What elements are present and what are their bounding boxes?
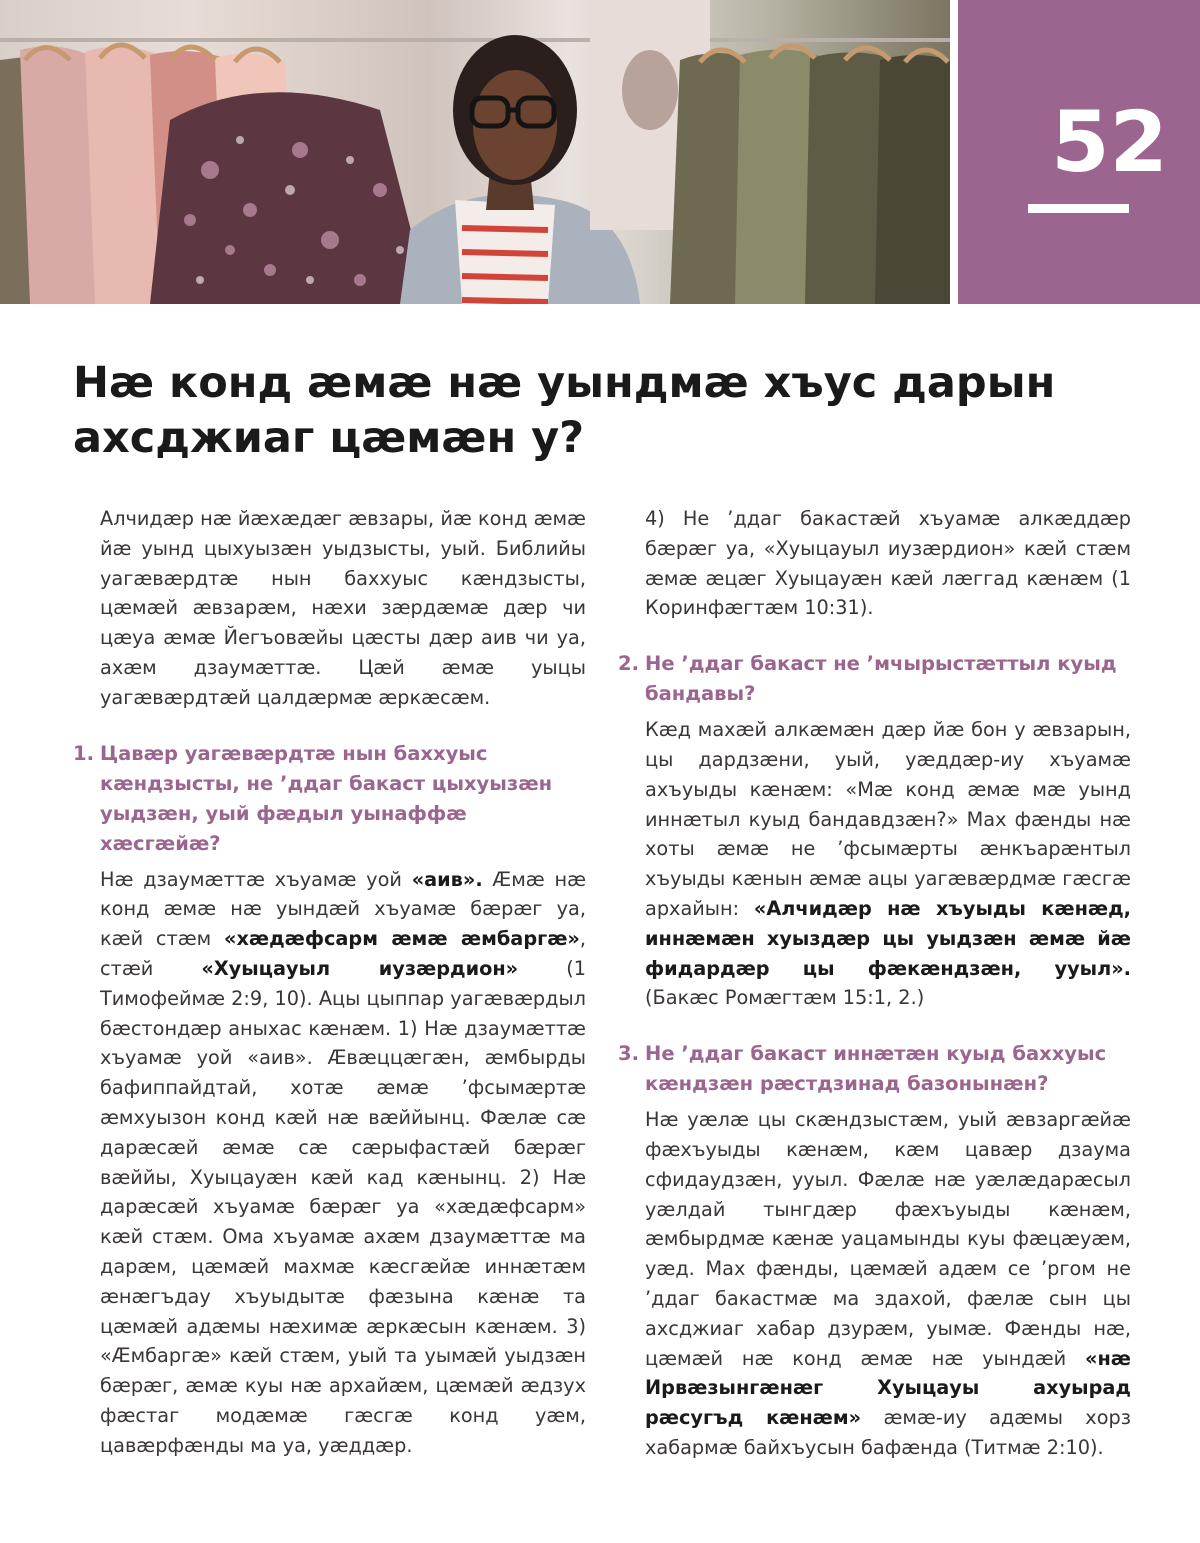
section-1-continuation: 4) Не ’ддаг бакастæй хъуамæ алкæддæр бæрæг уа, «Хуыцауыл иузæрдион» кæй стæм æмæ æцæг Хуыцауæн кæй лæггад кæнæм (1 Коринфæгтæм 10:31).: [645, 507, 1131, 620]
section-2-body: [645, 715, 1131, 1013]
page-title: Нæ конд æмæ нæ уындмæ хъус дарын ахсджиаг цæмæн у?: [73, 358, 1056, 463]
lesson-badge: [958, 0, 1200, 304]
section-2-number: 2.: [618, 652, 639, 676]
section-2-text: Кæд махæй алкæмæн дæр йæ бон у æвзарын, цы дардзæни, уый, уæддæр-иу хъуамæ ахъуыды кæнæм: «Мæ конд æмæ мæ уынд иннæтыл куыд бандавдзæн?» Мах фæнды нæ хоты æмæ не ’фсымæрты æнкъарæнтыл хъуыды кæнын æмæ ацы уагæвæрдмæ гæсгæ архайын:: [645, 718, 1131, 920]
clothing-store-illustration: [0, 0, 950, 304]
section-2-bold: «Алчидæр нæ хъуыды кæнæд, иннæмæн хуыздæр цы уыдзæн æмæ йæ фидардæр цы фæкæндзæн, ууыл».: [645, 896, 1131, 980]
section-1-heading-text: Цавæр уагæвæрдтæ нын баххуыс кæндзысты, не ’ддаг бакаст цыхуызæн уыдзæн, уый фæдыл уынаффæ хæсгæйæ?: [100, 741, 553, 855]
section-1-bold: «хæдæфсарм æмæ æмбаргæ»: [223, 927, 580, 951]
section-1-text-continued: (1 Тимофеймæ 2:9, 10). Ацы цыппар уагæвæрдыл бæстондæр аныхас кæнæм. 1) Нæ дзаумæттæ хъуамæ уой «аив». Æвæццæгæн, æмбырды бафиппайдтай, хотæ æмæ ’фсымæртæ æмхуызон конд кæй нæ вæййынц. Фæлæ сæ дарæсæй æмæ сæ сæрыфастæй бæрæг вæййы, Хуыцауæн кæй кад кæнынц. 2) Нæ дарæсæй хъуамæ бæрæг уа «хæдæфсарм» кæй стæм. Ома хъуамæ ахæм дзаумæттæ ма дарæм, цæмæй махмæ кæсгæйæ иннæтæм æнæгъдау хъуыдытæ фæзына кæнæ та цæмæй адæмы нæхимæ æркæсын кæнæм. 3) «Æмбаргæ» кæй стæм, уый та уымæй уыдзæн бæрæг, æмæ куы нæ архайæм, цæмæй æдзух фæстаг модæмæ гæсгæ конд уæм, цавæрфæнды ма уа, уæддæр.: [100, 956, 586, 1457]
section-3-heading: [618, 1039, 1131, 1099]
section-3-number: 3.: [618, 1042, 639, 1066]
section-1-bold: «Хуыцауыл иузæрдион»: [201, 956, 519, 980]
section-2-heading: [618, 649, 1131, 709]
intro-paragraph: Алчидæр нæ йæхæдæг æвзары, йæ конд æмæ йæ уынд цыхуызæн уыдзысты, уый. Библийы уагæвæрдтæ нын баххуыс кæндзысты, цæмæй æвзарæм, нæхи зæрдæмæ дæр чи цæуа æмæ Йегъовæйы цæсты дæр аив чи уа, ахæм дзаумæттæ. Цæй æмæ уыцы уагæвæрдтæй цалдæрмæ æркæсæм.: [100, 507, 586, 709]
section-3-heading-text: Не ’ддаг бакаст иннæтæн куыд баххуыс кæндзæн рæстдзинад базонынæн?: [645, 1042, 1107, 1096]
section-2-heading-text: Не ’ддаг бакаст не ’мчырыстæттыл куыд бандавы?: [645, 652, 1117, 706]
section-1-text: Нæ дзаумæттæ хъуамæ уой: [100, 867, 412, 891]
section-1-text: Æмæ нæ конд æмæ нæ уындæй хъуамæ бæрæг уа, кæй стæм: [100, 867, 587, 951]
section-3-text: Нæ уæлæ цы скæндзыстæм, уый æвзаргæйæ фæхъуыды кæнæм, кæм цавæр дзаума сфидаудзæн, ууыл. Фæлæ нæ уæлæдарæсыл уæлдай тынгдæр фæхъуыды кæнæм, æмбырдмæ кæнæ уацамынды куы фæцæуæм, уæд. Мах фæнды, цæмæй адæм се ’ргом не ’ддаг бакастмæ ма здахой, фæлæ сын цы ахсджиаг хабар дзурæм, уымæ. Фæнды нæ, цæмæй нæ конд æмæ нæ уындæй: [645, 1108, 1131, 1370]
lesson-number-underline: [1028, 204, 1129, 213]
section-2-text: (Бакæс Ромæгтæм 15:1, 2.): [645, 986, 925, 1010]
right-column: [618, 504, 1131, 1463]
section-1-number: 1.: [73, 741, 94, 765]
lesson-number: 52: [1051, 93, 1168, 191]
section-1-text: , стæй: [100, 927, 586, 980]
section-1-bold: «аив».: [411, 867, 483, 891]
section-1-body: [100, 865, 586, 1461]
hero-photo: [0, 0, 950, 304]
left-column: [73, 504, 587, 1461]
section-3-text: æмæ-иу адæмы хорз хабармæ байхъусын бафæнда (Титмæ 2:10).: [645, 1406, 1131, 1459]
section-3-bold: «нæ Ирвæзынгæнæг Хуыцауы ахуырад рæсугъд кæнæм»: [645, 1346, 1131, 1430]
section-1-heading: [73, 739, 586, 859]
section-3-body: [645, 1105, 1131, 1463]
